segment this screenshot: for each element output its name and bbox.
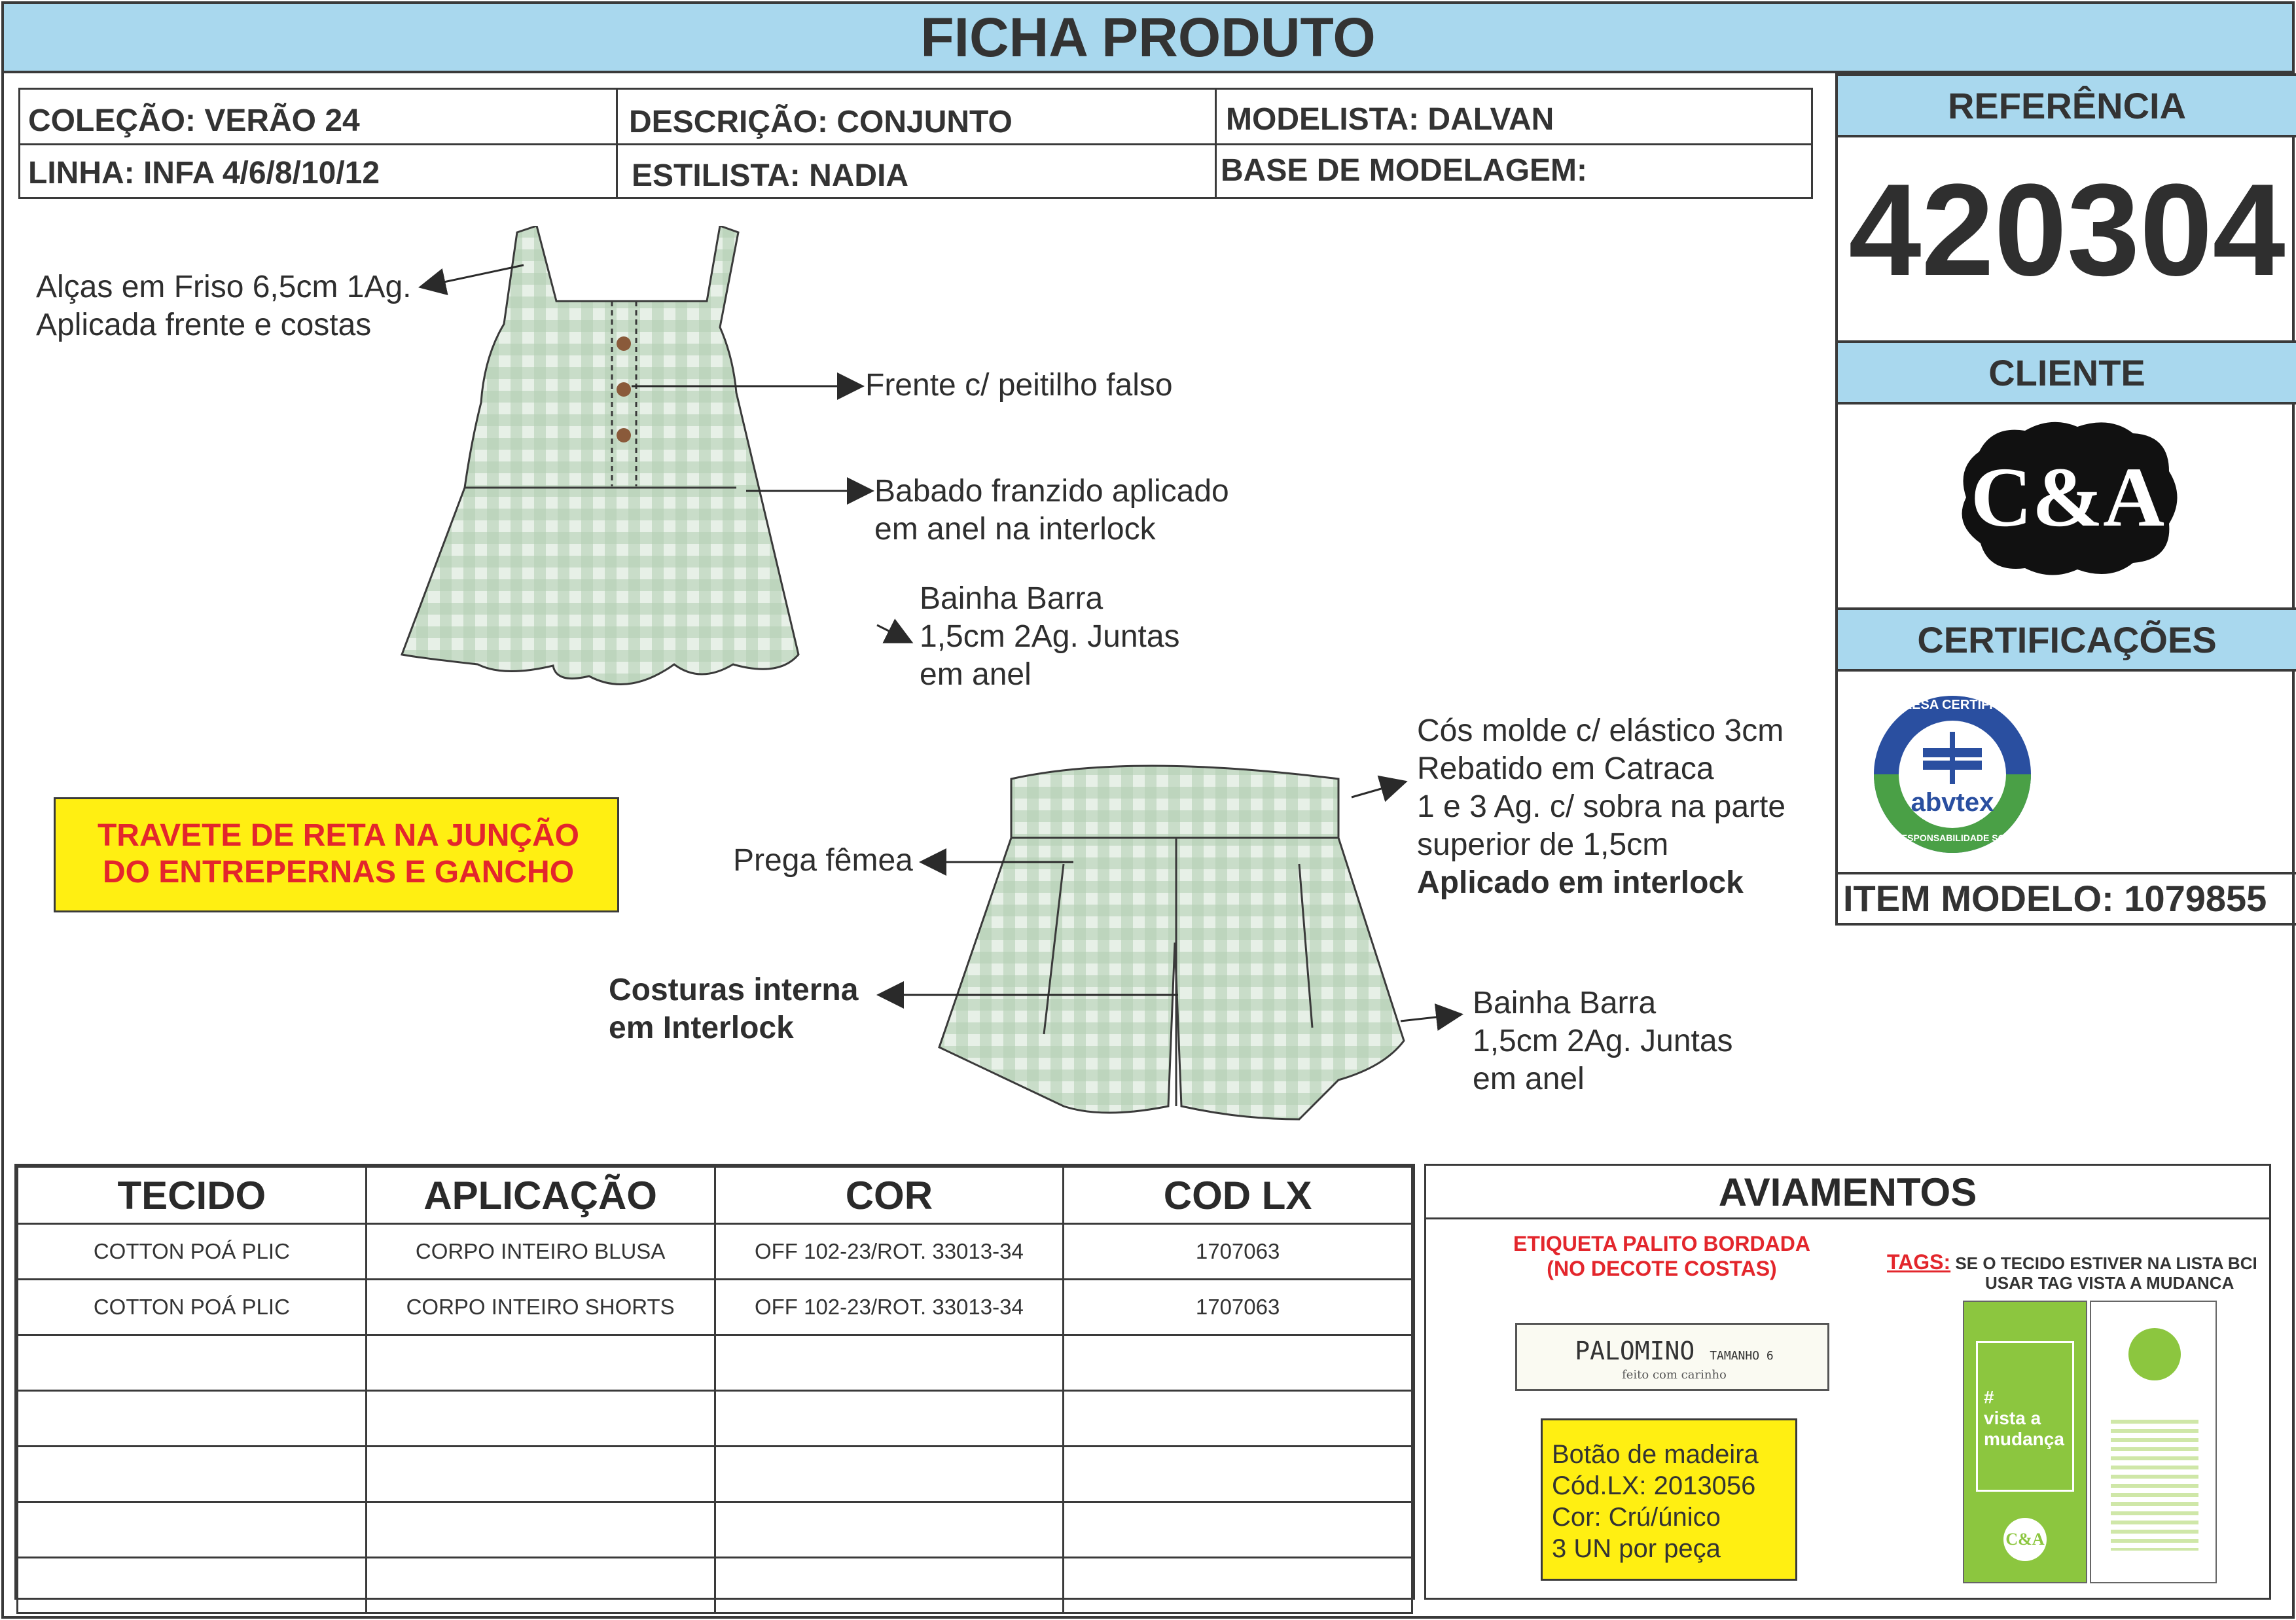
note-prega: Prega fêmea [733,843,913,878]
note-frente: Frente c/ peitilho falso [865,368,1173,403]
side-panel [1835,73,2296,926]
col-cod-lx: COD LX [1064,1167,1412,1224]
table-row [18,1502,1412,1558]
note-cos: Cós molde c/ elástico 3cm Rebatido em Catraca 1 e 3 Ag. c/ sobra na parte superior de 1,5cm Aplicado em interlock [1417,713,1786,900]
table-row: COTTON POÁ PLIC CORPO INTEIRO BLUSA OFF 102-23/ROT. 33013-34 1707063 [18,1224,1412,1280]
referencia-number: 420304 [1848,157,2286,303]
descricao-field: DESCRIÇÃO: CONJUNTO [629,105,1013,139]
materials-table [14,1164,1415,1600]
table-row [18,1558,1412,1613]
palomino-label: PALOMINO TAMANHO 6 feito com carinho [1515,1323,1829,1391]
table-row [18,1391,1412,1447]
tag-back [2090,1301,2217,1583]
table-row: COTTON POÁ PLIC CORPO INTEIRO SHORTS OFF 102-23/ROT. 33013-34 1707063 [18,1280,1412,1335]
referencia-label: REFERÊNCIA [1838,73,2296,137]
aviamentos-panel [1424,1164,2271,1600]
modelista-field: MODELISTA: DALVAN [1226,102,1554,137]
botao-box: Botão de madeira Cód.LX: 2013056 Cor: Crú/único 3 UN por peça [1541,1418,1797,1581]
page-title: FICHA PRODUTO [1,1,2295,73]
base-modelagem-field: BASE DE MODELAGEM: [1221,153,1588,188]
note-costuras: Costuras interna em Interlock [609,973,859,1045]
table-row [18,1335,1412,1391]
note-bainha-shorts: Bainha Barra 1,5cm 2Ag. Juntas em anel [1473,986,1733,1096]
estilista-field: ESTILISTA: NADIA [632,158,909,193]
client-logo: C&A [1953,412,2182,583]
note-babado: Babado franzido aplicado em anel na interlock [874,474,1229,547]
cliente-label: CLIENTE [1838,340,2296,405]
etiqueta-caption: ETIQUETA PALITO BORDADA (NO DECOTE COSTAS) [1513,1232,1810,1280]
note-bainha-blusa: Bainha Barra 1,5cm 2Ag. Juntas em anel [920,581,1180,692]
table-row [18,1447,1412,1502]
certificacoes-label: CERTIFICAÇÕES [1838,607,2296,672]
aviamentos-title: AVIAMENTOS [1426,1166,2269,1219]
linha-field: LINHA: INFA 4/6/8/10/12 [28,156,380,190]
note-alcas: Alças em Friso 6,5cm 1Ag. Aplicada frente e costas [36,270,412,342]
col-tecido: TECIDO [18,1167,367,1224]
col-cor: COR [715,1167,1064,1224]
tags-caption: TAGS: SE O TECIDO ESTIVER NA LISTA BCI USAR TAG VISTA A MUDANCA [1887,1250,2257,1293]
item-modelo: ITEM MODELO: 1079855 [1843,878,2267,919]
colecao-field: COLEÇÃO: VERÃO 24 [28,103,360,138]
col-aplicacao: APLICAÇÃO [366,1167,715,1224]
abvtex-seal: EMPRESA CERTIFICADA abvtex EM RESPONSABILIDADE SOCIAL [1871,693,2034,856]
tag-front: # vista a mudança C&A [1963,1301,2087,1583]
travete-warning: TRAVETE DE RETA NA JUNÇÃO DO ENTREPERNAS E GANCHO [54,797,619,912]
